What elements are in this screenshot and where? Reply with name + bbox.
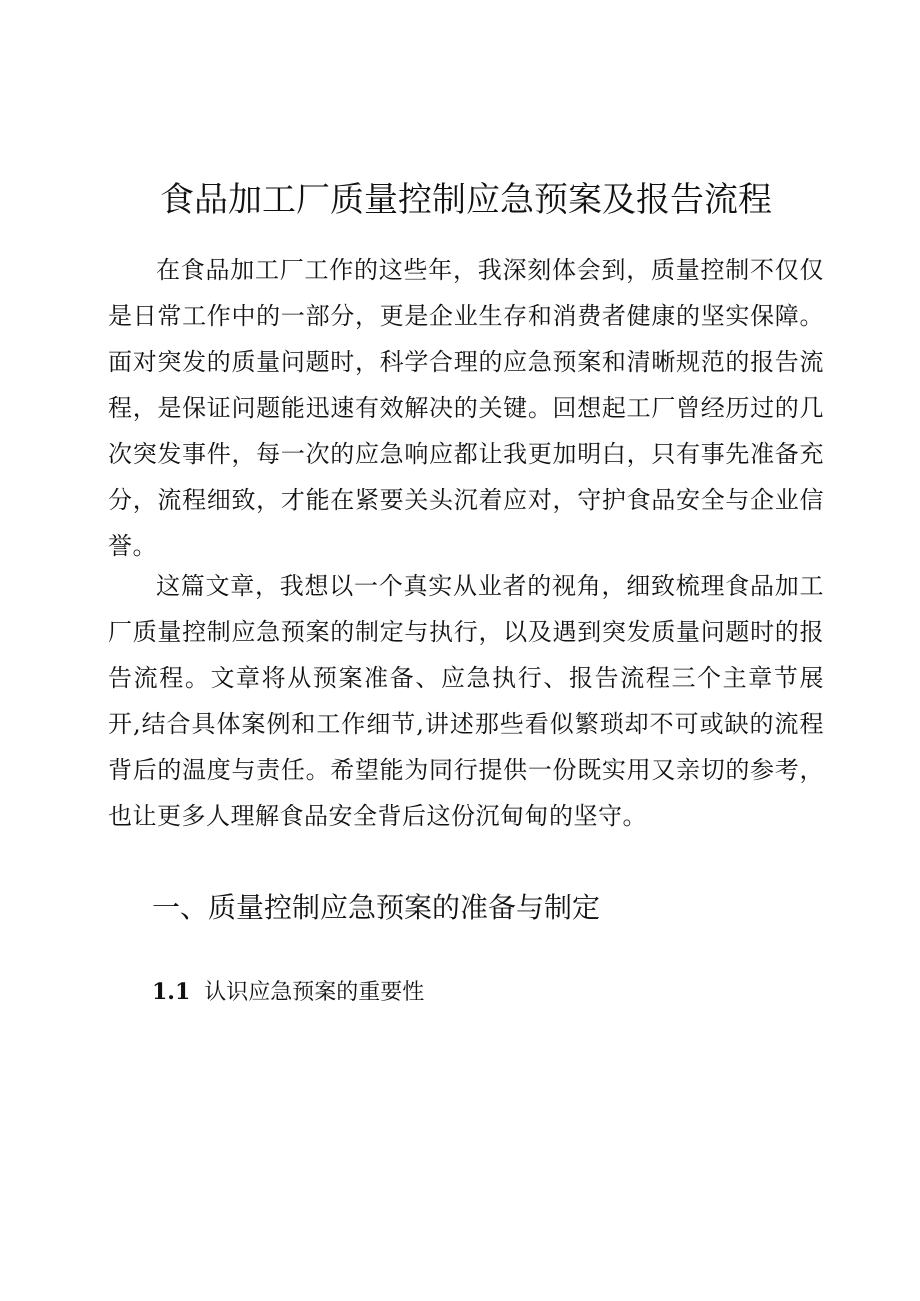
intro-paragraph-2: 这篇文章，我想以一个真实从业者的视角，细致梳理食品加工厂质量控制应急预案的制定与执行，以及遇到突发质量问题时的报告流程。文章将从预案准备、应急执行、报告流程三个主章节展开,结合具体案例和工作细节,讲述那些看似繁琐却不可或缺的流程背后的温度与责任。希望能为同行提供一份既实用又亲切的参考，也让更多人理解食品安全背后这份沉甸甸的坚守。 [108, 572, 824, 830]
subsection-heading [152, 972, 424, 1013]
subsection-title: 认识应急预案的重要性 [204, 980, 425, 1005]
subsection-number: 1.1 [152, 979, 191, 1005]
section-heading: 一、质量控制应急预案的准备与制定 [152, 891, 601, 924]
document-title: 食品加工厂质量控制应急预案及报告流程 [160, 180, 772, 220]
intro-paragraph-1: 在食品加工厂工作的这些年，我深刻体会到，质量控制不仅仅是日常工作中的一部分，更是企业生存和消费者健康的坚实保障。面对突发的质量问题时，科学合理的应急预案和清晰规范的报告流程，是保证问题能迅速有效解决的关键。回想起工厂曾经历过的几次突发事件，每一次的应急响应都让我更加明白，只有事先准备充分，流程细致，才能在紧要关头沉着应对，守护食品安全与企业信誉。 [108, 256, 824, 560]
